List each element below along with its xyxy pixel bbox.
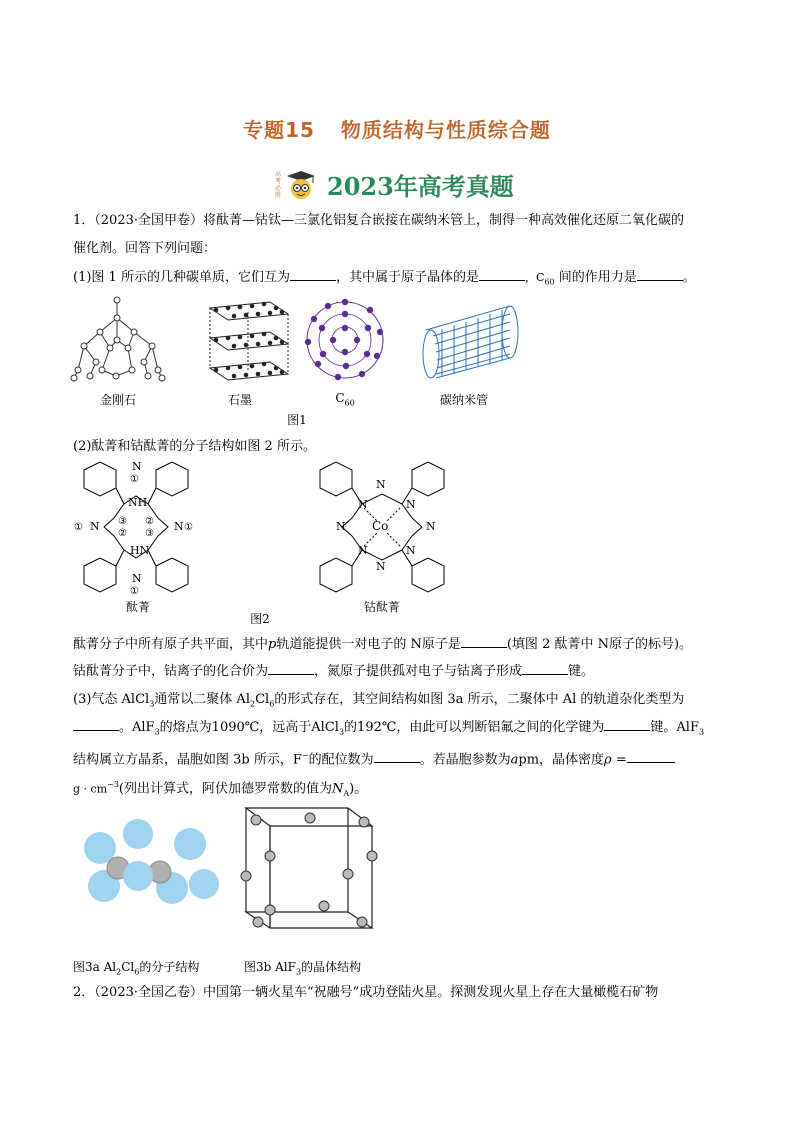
page-title <box>0 114 794 143</box>
svg-text:高: 高 <box>275 171 282 178</box>
q1-part1: (1)图 1 所示的几种碳单质，它们互为 ，其中属于原子晶体的是 ，$C_{60}$ 间的作用力是 。 <box>73 270 696 287</box>
figure-1-carbon-allotropes <box>70 292 530 388</box>
fig1-label-nanotube: 碳纳米管 <box>439 393 488 407</box>
svg-text:N: N <box>358 498 368 511</box>
svg-text:N: N <box>336 520 346 533</box>
svg-text:N: N <box>358 544 368 557</box>
svg-text:N: N <box>90 520 100 533</box>
svg-text:N: N <box>376 478 386 491</box>
graphite-structure-icon <box>210 302 288 380</box>
svg-text:①: ① <box>74 522 83 533</box>
fig2-caption: 图2 <box>250 612 270 626</box>
q1-part3-line1: (3)气态 AlCl$_3$通常以二聚体 $Al_2Cl_6$的形式存在，其空间结构如图 3a 所示，二聚体中 Al 的轨道杂化类型为 <box>73 692 685 709</box>
svg-text:必: 必 <box>275 185 282 192</box>
al2cl6-molecule-icon <box>84 819 219 904</box>
fig3a-caption: 图3a $Al_2Cl_6$的分子结构 <box>73 960 200 977</box>
q2-line1: 2．（2023·全国乙卷）中国第一辆火星车“祝融号”成功登陆火星。探测发现火星上存在大量橄榄石矿物 <box>73 985 659 1000</box>
q1-line2: 催化剂。回答下列问题： <box>73 241 217 256</box>
fig1-label-c60: $C_{60}$ <box>335 391 355 408</box>
svg-text:②: ② <box>118 528 127 539</box>
svg-text:N: N <box>406 544 416 557</box>
answer-blank[interactable] <box>268 662 314 675</box>
answer-blank[interactable] <box>522 662 568 675</box>
fig1-caption: 图1 <box>287 413 307 427</box>
q1-part2-line1: 酞菁分子中所有原子共平面，其中p轨道能提供一对电子的 N原子是 (填图 2 酞菁中 N原子的标号)。 <box>73 637 693 652</box>
svg-text:N: N <box>376 560 386 573</box>
q1-part3-line2: 。AlF$_3$的熔点为1090℃，远高于AlCl$_3$的192℃，由此可以判断铝氟之间的化学键为 键。AlF$_3$ <box>73 718 704 743</box>
svg-text:N: N <box>426 520 436 533</box>
svg-text:N: N <box>406 498 416 511</box>
banner-text: 2023年高考真题 <box>327 171 514 201</box>
answer-blank[interactable] <box>479 268 525 281</box>
figure-2-phthalocyanine <box>70 458 450 596</box>
svg-text:HN: HN <box>130 544 150 557</box>
answer-blank[interactable] <box>604 718 650 731</box>
svg-text:②: ② <box>145 516 154 527</box>
figure-3-structures <box>80 800 390 950</box>
q1-line1: 1．（2023·全国甲卷）将酞菁—钴钛—三氯化铝复合嵌接在碳纳米管上，制得一种高效催化还原二氧化碳的 <box>73 213 684 228</box>
title-number: 专题15 <box>243 118 315 142</box>
svg-text:③: ③ <box>118 516 127 527</box>
answer-blank[interactable] <box>290 268 336 281</box>
answer-blank[interactable] <box>461 635 507 648</box>
svg-text:①: ① <box>130 474 139 485</box>
svg-text:NH: NH <box>128 496 148 509</box>
fig1-label-graphite: 石墨 <box>227 393 252 407</box>
q1-part2-line2: 钴酞菁分子中，钴离子的化合价为 ，氮原子提供孤对电子与钴离子形成 键。 <box>73 664 595 679</box>
svg-text:N: N <box>132 460 142 473</box>
svg-text:①: ① <box>184 522 193 533</box>
diamond-structure-icon <box>71 297 165 381</box>
svg-text:胜: 胜 <box>275 192 282 199</box>
fig2-label-phthalocyanine: 酞菁 <box>125 600 150 614</box>
fig1-label-diamond: 金刚石 <box>99 393 136 407</box>
carbon-nanotube-icon <box>423 306 518 378</box>
svg-text:Co: Co <box>372 519 389 533</box>
title-text: 物质结构与性质综合题 <box>340 118 551 142</box>
q1-part3-line4: $g \cdot cm^{-3}$(列出计算式，阿伏加德罗常数的值为$N_A$)。 <box>73 780 368 798</box>
svg-text:N: N <box>174 520 184 533</box>
section-banner <box>271 166 514 202</box>
fig2-label-cobalt-phthalocyanine: 钴酞菁 <box>363 600 400 614</box>
answer-blank[interactable] <box>374 750 420 763</box>
c60-fullerene-icon <box>305 299 383 380</box>
mascot-logo-icon <box>271 167 323 201</box>
answer-blank[interactable] <box>637 268 683 281</box>
svg-text:N: N <box>132 572 142 585</box>
fig3b-caption: 图3b AlF$_3$的晶体结构 <box>244 960 362 977</box>
answer-blank[interactable] <box>73 718 119 731</box>
q1-part3-line3: 结构属立方晶系，晶胞如图 3b 所示，F−的配位数为 。若晶胞参数为apm，晶体密度ρ = <box>73 746 675 770</box>
q1-part2-intro: (2)酞菁和钴酞菁的分子结构如图 2 所示。 <box>73 439 316 454</box>
svg-text:考: 考 <box>275 178 282 185</box>
answer-blank[interactable] <box>627 750 675 763</box>
svg-text:③: ③ <box>145 528 154 539</box>
svg-text:①: ① <box>130 586 139 596</box>
